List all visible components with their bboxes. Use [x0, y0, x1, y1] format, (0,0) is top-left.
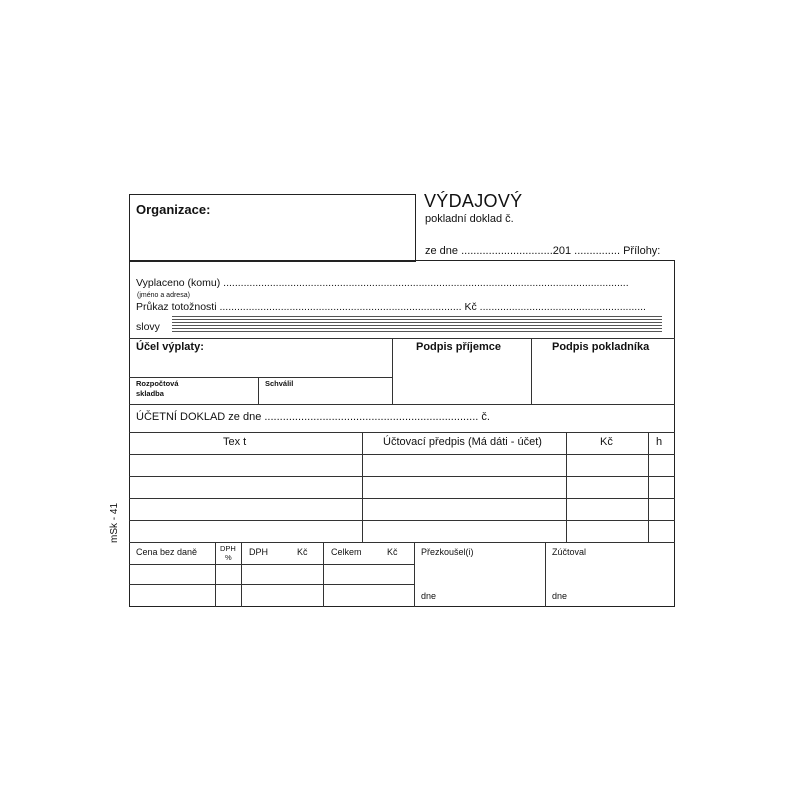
in-words-label: slovy: [136, 321, 160, 333]
divider-accounting-top: [129, 404, 675, 405]
accounting-doc-line: ÚČETNÍ DOKLAD ze dne ...................................................................... č.: [136, 411, 490, 423]
divider-budget-approved: [258, 377, 259, 404]
vat-percent-label-line1: DPH: [220, 544, 236, 553]
table-header-top: [129, 432, 675, 433]
divider-budget-top: [129, 377, 392, 378]
budget-label-line1: Rozpočtová: [136, 379, 179, 388]
accounted-date-label: dne: [552, 591, 568, 601]
document-title: VÝDAJOVÝ: [424, 191, 523, 211]
organization-label: Organizace:: [136, 202, 211, 217]
recipient-signature-label: Podpis příjemce: [416, 341, 501, 353]
footer-col-vat: [323, 542, 324, 607]
price-excl-vat-label: Cena bez daně: [136, 547, 198, 557]
table-col-divider-text: [362, 432, 363, 542]
accounted-by-label: Zúčtoval: [552, 547, 587, 557]
name-address-note: (jméno a adresa): [137, 292, 190, 299]
checked-by-label: Přezkoušel(i): [421, 547, 474, 557]
footer-col-price: [215, 542, 216, 607]
footer-row-line-2: [129, 584, 414, 585]
id-card-line: Průkaz totožnosti ................................................................................... Kč .........................................................: [136, 301, 646, 313]
total-czk-label: Kč: [387, 547, 398, 557]
purpose-label: Účel výplaty:: [136, 341, 204, 353]
table-col-divider-czk: [648, 432, 649, 542]
table-bottom: [129, 542, 675, 543]
divider-purpose-right: [392, 338, 393, 404]
paid-to-line: Vyplaceno (komu) ...........................................................................................................................................: [136, 277, 629, 289]
footer-col-checked: [545, 542, 546, 607]
table-header-posting: Účtovací předpis (Má dáti - účet): [383, 436, 542, 448]
table-header-text: Tex t: [223, 436, 247, 448]
divider-purpose-top: [129, 338, 675, 339]
in-words-lines: [172, 316, 662, 334]
divider-signatures: [531, 338, 532, 404]
table-row-line-4: [129, 520, 675, 521]
vat-czk-label: Kč: [297, 547, 308, 557]
budget-label-line2: skladba: [136, 389, 164, 398]
cashier-signature-label: Podpis pokladníka: [552, 341, 650, 353]
footer-col-total: [414, 542, 415, 607]
form-code-label: mSk - 41: [109, 502, 121, 544]
table-header-czk: Kč: [600, 436, 613, 448]
table-row-line-1: [129, 454, 675, 455]
date-attachments-line: ze dne ..............................201 ............... Přílohy:: [425, 245, 661, 257]
footer-row-line-1: [129, 564, 414, 565]
table-row-line-3: [129, 498, 675, 499]
approved-label: Schválil: [265, 379, 294, 388]
vat-label: DPH: [249, 547, 269, 557]
document-subtitle: pokladní doklad č.: [425, 213, 514, 225]
table-col-divider-posting: [566, 432, 567, 542]
vat-percent-label-line2: %: [225, 553, 232, 562]
footer-col-vatpct: [241, 542, 242, 607]
table-header-h: h: [656, 436, 663, 448]
table-row-line-2: [129, 476, 675, 477]
total-label: Celkem: [331, 547, 362, 557]
checked-date-label: dne: [421, 591, 437, 601]
